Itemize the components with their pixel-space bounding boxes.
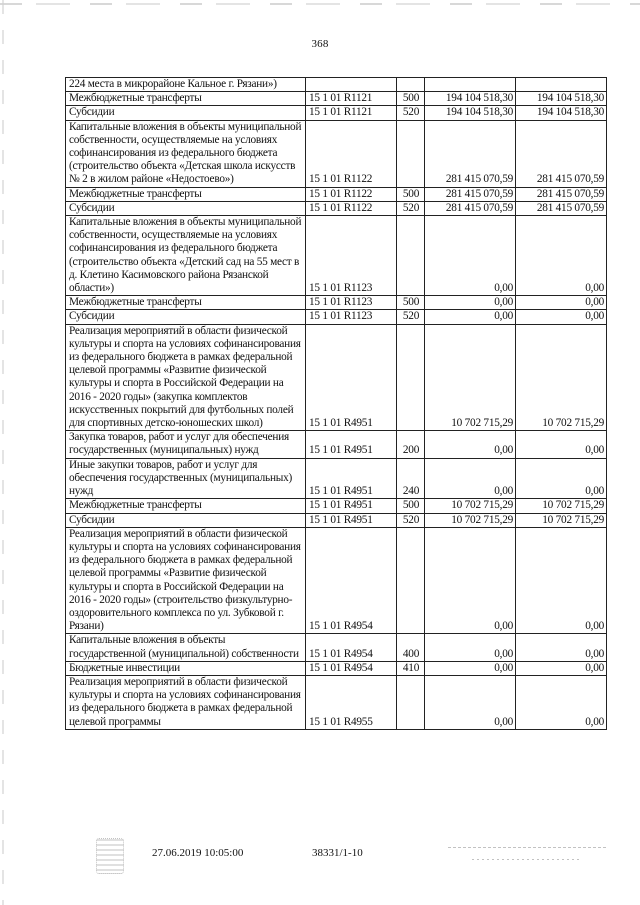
table-row	[66, 310, 607, 324]
row-target-code-cell: 15 1 01 R4951	[306, 324, 397, 431]
row-name-cell: 224 места в микрорайоне Кальное г. Рязани»)	[66, 78, 306, 92]
row-amount-cell: 0,00	[425, 661, 516, 675]
table-row	[66, 92, 607, 106]
row-name-cell: Реализация мероприятий в области физической культуры и спорта на условиях софинансирования из федерального бюджета в рамках федеральной целевой программы «Развитие физической культуры и спорта в Российской Федерации на 2016 - 2020 годы» (закупка комплектов искусственных покрытий для футбольных полей для спортивных детско-юношеских школ)	[66, 324, 306, 431]
row-amount-next-cell: 0,00	[516, 431, 607, 458]
row-amount-cell: 0,00	[425, 458, 516, 499]
row-target-code-cell: 15 1 01 R4955	[306, 675, 397, 729]
table-row	[66, 527, 607, 634]
row-expense-type-cell: 500	[397, 499, 425, 513]
row-amount-cell: 0,00	[425, 296, 516, 310]
table-row	[66, 106, 607, 120]
row-expense-type-cell: 520	[397, 513, 425, 527]
row-amount-cell: 281 415 070,59	[425, 120, 516, 187]
page-number: 368	[311, 38, 329, 50]
row-target-code-cell: 15 1 01 R1121	[306, 92, 397, 106]
row-name-cell: Межбюджетные трансферты	[66, 187, 306, 201]
table-row	[66, 661, 607, 675]
row-amount-next-cell: 281 415 070,59	[516, 120, 607, 187]
row-name-cell: Субсидии	[66, 106, 306, 120]
scan-edge-left	[2, 0, 4, 905]
row-amount-next-cell: 0,00	[516, 296, 607, 310]
row-target-code-cell: 15 1 01 R1122	[306, 120, 397, 187]
row-expense-type-cell: 520	[397, 201, 425, 215]
table-row	[66, 675, 607, 729]
row-expense-type-cell: 500	[397, 187, 425, 201]
row-expense-type-cell	[397, 324, 425, 431]
row-name-cell: Межбюджетные трансферты	[66, 92, 306, 106]
table-row	[66, 201, 607, 215]
row-name-cell: Капитальные вложения в объекты муниципальной собственности, осуществляемые на условиях софинансирования из федерального бюджета (строительство объекта «Детская школа искусств № 2 в жилом районе «Недостоево»)	[66, 120, 306, 187]
row-amount-next-cell: 0,00	[516, 527, 607, 634]
row-amount-cell: 10 702 715,29	[425, 513, 516, 527]
row-amount-cell: 10 702 715,29	[425, 324, 516, 431]
table-row	[66, 431, 607, 458]
row-amount-next-cell: 10 702 715,29	[516, 324, 607, 431]
row-amount-cell: 10 702 715,29	[425, 499, 516, 513]
scan-edge-top	[0, 3, 640, 5]
row-name-cell: Межбюджетные трансферты	[66, 296, 306, 310]
row-name-cell: Капитальные вложения в объекты муниципальной собственности, осуществляемые на условиях софинансирования из федерального бюджета (строительство объекта «Детский сад на 55 мест в д. Клетино Касимовского района Рязанской области»)	[66, 216, 306, 296]
row-amount-cell: 0,00	[425, 675, 516, 729]
row-expense-type-cell: 410	[397, 661, 425, 675]
row-expense-type-cell: 500	[397, 296, 425, 310]
row-expense-type-cell	[397, 216, 425, 296]
row-name-cell: Субсидии	[66, 201, 306, 215]
row-expense-type-cell	[397, 675, 425, 729]
row-expense-type-cell: 240	[397, 458, 425, 499]
row-amount-cell: 281 415 070,59	[425, 201, 516, 215]
page-footer	[0, 844, 640, 894]
row-expense-type-cell: 520	[397, 310, 425, 324]
table-row	[66, 78, 607, 92]
row-amount-cell: 194 104 518,30	[425, 92, 516, 106]
row-target-code-cell: 15 1 01 R4951	[306, 458, 397, 499]
row-amount-next-cell: 281 415 070,59	[516, 201, 607, 215]
table-row	[66, 324, 607, 431]
row-name-cell: Бюджетные инвестиции	[66, 661, 306, 675]
row-amount-cell: 0,00	[425, 431, 516, 458]
row-amount-next-cell: 0,00	[516, 458, 607, 499]
row-target-code-cell: 15 1 01 R1122	[306, 187, 397, 201]
budget-table-body	[66, 78, 607, 730]
table-row	[66, 296, 607, 310]
row-amount-next-cell: 0,00	[516, 634, 607, 661]
row-target-code-cell: 15 1 01 R4951	[306, 513, 397, 527]
row-amount-next-cell: 0,00	[516, 661, 607, 675]
row-amount-next-cell: 0,00	[516, 216, 607, 296]
row-amount-cell	[425, 78, 516, 92]
row-name-cell: Закупка товаров, работ и услуг для обеспечения государственных (муниципальных) нужд	[66, 431, 306, 458]
table-row	[66, 634, 607, 661]
footer-faint-stamp	[448, 844, 608, 868]
row-amount-cell: 0,00	[425, 216, 516, 296]
row-name-cell: Капитальные вложения в объекты государственной (муниципальной) собственности	[66, 634, 306, 661]
row-target-code-cell: 15 1 01 R4951	[306, 499, 397, 513]
row-target-code-cell: 15 1 01 R1123	[306, 216, 397, 296]
row-target-code-cell: 15 1 01 R4954	[306, 634, 397, 661]
row-amount-cell: 194 104 518,30	[425, 106, 516, 120]
row-target-code-cell	[306, 78, 397, 92]
footer-document-number: 38331/1-10	[312, 847, 363, 859]
row-name-cell: Субсидии	[66, 310, 306, 324]
row-amount-next-cell: 0,00	[516, 310, 607, 324]
row-expense-type-cell	[397, 78, 425, 92]
row-target-code-cell: 15 1 01 R1123	[306, 310, 397, 324]
row-amount-next-cell	[516, 78, 607, 92]
row-name-cell: Реализация мероприятий в области физической культуры и спорта на условиях софинансирования из федерального бюджета в рамках федеральной целевой программы	[66, 675, 306, 729]
budget-table	[65, 77, 607, 730]
row-expense-type-cell: 520	[397, 106, 425, 120]
row-expense-type-cell	[397, 527, 425, 634]
row-target-code-cell: 15 1 01 R4954	[306, 527, 397, 634]
row-name-cell: Реализация мероприятий в области физической культуры и спорта на условиях софинансирования из федерального бюджета в рамках федеральной целевой программы «Развитие физической культуры и спорта в Российской Федерации на 2016 - 2020 годы» (строительство физкультурно-оздоровительного комплекса по ул. Зубковой г. Рязани)	[66, 527, 306, 634]
row-amount-next-cell: 194 104 518,30	[516, 92, 607, 106]
row-amount-cell: 281 415 070,59	[425, 187, 516, 201]
row-amount-cell: 0,00	[425, 634, 516, 661]
row-amount-next-cell: 0,00	[516, 675, 607, 729]
row-expense-type-cell: 500	[397, 92, 425, 106]
footer-seal-mark	[96, 838, 124, 874]
row-target-code-cell: 15 1 01 R1123	[306, 296, 397, 310]
row-name-cell: Субсидии	[66, 513, 306, 527]
row-name-cell: Иные закупки товаров, работ и услуг для обеспечения государственных (муниципальных) нужд	[66, 458, 306, 499]
table-row	[66, 216, 607, 296]
row-target-code-cell: 15 1 01 R1121	[306, 106, 397, 120]
table-row	[66, 458, 607, 499]
row-target-code-cell: 15 1 01 R4954	[306, 661, 397, 675]
row-name-cell: Межбюджетные трансферты	[66, 499, 306, 513]
footer-timestamp: 27.06.2019 10:05:00	[152, 847, 244, 859]
table-row	[66, 499, 607, 513]
row-amount-next-cell: 194 104 518,30	[516, 106, 607, 120]
row-amount-next-cell: 10 702 715,29	[516, 499, 607, 513]
row-amount-next-cell: 281 415 070,59	[516, 187, 607, 201]
table-row	[66, 513, 607, 527]
row-target-code-cell: 15 1 01 R4951	[306, 431, 397, 458]
row-expense-type-cell: 400	[397, 634, 425, 661]
row-expense-type-cell	[397, 120, 425, 187]
row-target-code-cell: 15 1 01 R1122	[306, 201, 397, 215]
table-row	[66, 120, 607, 187]
row-amount-cell: 0,00	[425, 310, 516, 324]
row-amount-cell: 0,00	[425, 527, 516, 634]
row-amount-next-cell: 10 702 715,29	[516, 513, 607, 527]
table-row	[66, 187, 607, 201]
row-expense-type-cell: 200	[397, 431, 425, 458]
